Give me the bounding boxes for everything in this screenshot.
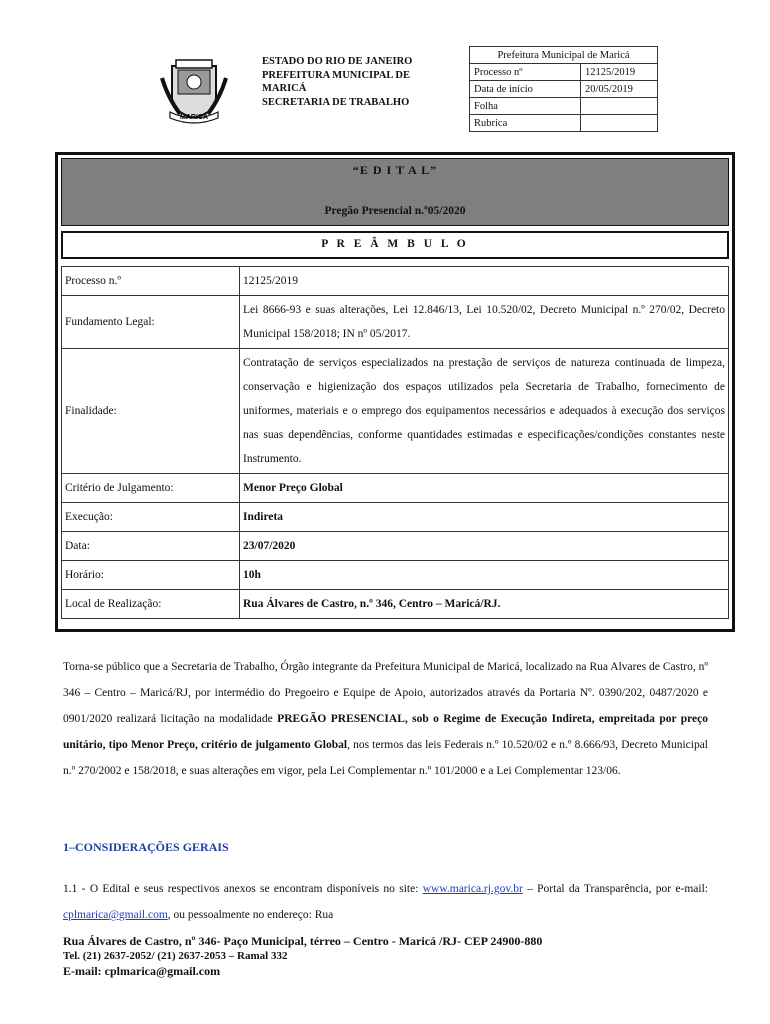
row-value: 12125/2019 <box>240 267 729 296</box>
clause-1-1 <box>63 876 708 928</box>
process-control-box <box>469 46 658 132</box>
edital-banner <box>61 158 729 226</box>
table-row <box>62 503 729 532</box>
maricá-coat-of-arms-logo <box>158 58 230 124</box>
control-label: Folha <box>470 98 581 115</box>
crest-label: MARICÁ <box>180 114 208 121</box>
footer-address: Rua Álvares de Castro, nº 346- Paço Municipal, térreo – Centro - Maricá /RJ- CEP 24900-880 <box>63 934 543 948</box>
site-link[interactable]: www.marica.rj.gov.br <box>422 883 523 895</box>
table-row <box>62 474 729 503</box>
row-value: Lei 8666-93 e suas alterações, Lei 12.846/13, Lei 10.520/02, Decreto Municipal n.º 270/02, Decreto Municipal 158/2018; IN nº 05/2017. <box>240 296 729 349</box>
intro-bold-text: PREGÃO PRESENCIAL, sob o Regime de Execução Indireta, empreitada por preço unitário, tipo Menor Preço, critério de julgamento Global <box>63 713 709 751</box>
row-label: Data: <box>62 532 240 561</box>
row-label: Fundamento Legal: <box>62 296 240 349</box>
issuing-organization <box>262 55 412 109</box>
row-value: Indireta <box>240 503 729 532</box>
page-footer <box>63 934 542 979</box>
intro-paragraph <box>63 654 708 784</box>
preambulo-heading: P R E Â M B U L O <box>61 231 729 259</box>
clause-text: – Portal da Transparência, por e-mail: <box>522 883 708 895</box>
table-row <box>62 532 729 561</box>
row-label: Local de Realização: <box>62 590 240 619</box>
table-row <box>62 267 729 296</box>
org-line: ESTADO DO RIO DE JANEIRO <box>262 56 413 67</box>
control-label: Processo nº <box>470 64 581 81</box>
row-value: Menor Preço Global <box>240 474 729 503</box>
email-link[interactable]: cplmarica@gmail.com <box>63 909 168 921</box>
control-box-title: Prefeitura Municipal de Maricá <box>470 47 658 64</box>
intro-text: , nos termos das leis Federais n.º 10.520/02 e n.º 8.666/93, Decreto Municipal n.º 270/2002 e 158/2018, e suas alterações em vigor, pela Lei Complementar n.º 101/2000 e a Lei Complementar 123/06. <box>63 739 708 777</box>
row-label: Processo n.º <box>62 267 240 296</box>
clause-text: 1.1 - O Edital e seus respectivos anexos se encontram disponíveis no site: <box>63 883 423 895</box>
section-heading: 1–CONSIDERAÇÕES GERAIS <box>63 840 229 854</box>
intro-text: Torna-se público que a Secretaria de Trabalho, Órgão integrante da Prefeitura Municipal de Maricá, localizado na Rua Alvares de Castro, nº 346 – Centro – Maricá/RJ, por intermédio do Pregoeiro e Equipe de Apoio, autorizados através da Portaria Nº. 0390/202, 0487/2020 e 0901/2020 realizará licitação na modalidade <box>63 661 708 725</box>
edital-title: “E D I T A L” <box>352 163 438 177</box>
footer-phone: Tel. (21) 2637-2052/ (21) 2637-2053 – Ramal 332 <box>63 950 288 962</box>
control-label: Rubrica <box>470 115 581 132</box>
org-line: PREFEITURA MUNICIPAL DE <box>262 69 410 81</box>
row-value: 10h <box>240 561 729 590</box>
table-row <box>62 296 729 349</box>
row-label: Execução: <box>62 503 240 532</box>
control-value <box>581 98 658 115</box>
row-label: Finalidade: <box>62 349 240 474</box>
row-value: Rua Álvares de Castro, n.º 346, Centro – Maricá/RJ. <box>240 590 729 619</box>
edital-subtitle: Pregão Presencial n.º05/2020 <box>324 205 466 217</box>
control-value: 20/05/2019 <box>581 81 658 98</box>
control-label: Data de início <box>470 81 581 98</box>
control-value <box>581 115 658 132</box>
row-label: Critério de Julgamento: <box>62 474 240 503</box>
org-line: MARICÁ <box>262 83 307 94</box>
org-line: SECRETARIA DE TRABALHO <box>262 96 410 108</box>
row-value: Contratação de serviços especializados na prestação de serviços de natureza continuada de limpeza, conservação e higienização dos espaços utilizados pela Secretaria de Trabalho, fornecimento de uniformes, materiais e o emprego dos equipamentos necessários e adequados à execução dos serviços nas suas dependências, conforme quantidades estimadas e especificações/condições constantes neste Instrumento. <box>240 349 729 474</box>
row-label: Horário: <box>62 561 240 590</box>
footer-email: E-mail: cplmarica@gmail.com <box>63 964 221 978</box>
control-value: 12125/2019 <box>581 64 658 81</box>
preamble-table <box>61 266 729 619</box>
table-row <box>62 590 729 619</box>
table-row <box>62 561 729 590</box>
table-row <box>62 349 729 474</box>
row-value: 23/07/2020 <box>240 532 729 561</box>
clause-text: , ou pessoalmente no endereço: Rua <box>167 909 334 921</box>
